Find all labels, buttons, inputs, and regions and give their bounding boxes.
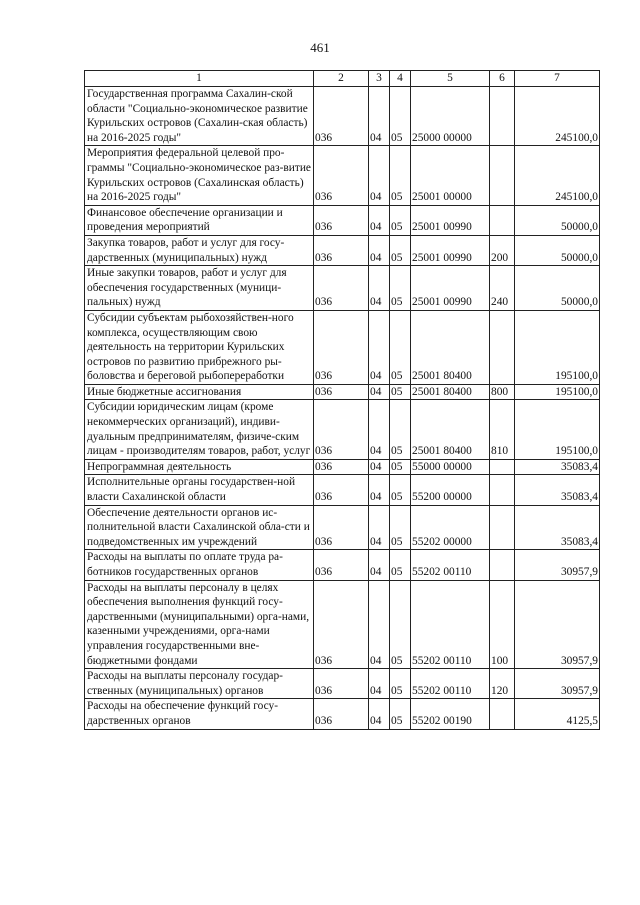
subsection-code-cell: 05 bbox=[390, 146, 411, 205]
item-name-cell: Иные бюджетные ассигнования bbox=[85, 384, 314, 400]
subsection-code-cell: 05 bbox=[390, 699, 411, 729]
ministry-code-cell: 036 bbox=[314, 669, 369, 699]
item-name-cell: Закупка товаров, работ и услуг для госу-дарственных (муниципальных) нужд bbox=[85, 235, 314, 265]
expense-type-code-cell bbox=[490, 699, 515, 729]
amount-cell: 35083,4 bbox=[515, 459, 600, 475]
amount-cell: 195100,0 bbox=[515, 384, 600, 400]
item-name-cell: Расходы на выплаты по оплате труда ра-ботников государственных органов bbox=[85, 550, 314, 580]
expense-type-code-cell: 200 bbox=[490, 235, 515, 265]
subsection-code-cell: 05 bbox=[390, 205, 411, 235]
section-code-cell: 04 bbox=[369, 235, 390, 265]
expense-type-code-cell bbox=[490, 475, 515, 505]
section-code-cell: 04 bbox=[369, 699, 390, 729]
ministry-code-cell: 036 bbox=[314, 384, 369, 400]
target-article-code-cell: 55000 00000 bbox=[411, 459, 490, 475]
section-code-cell: 04 bbox=[369, 205, 390, 235]
target-article-code-cell: 25001 80400 bbox=[411, 384, 490, 400]
subsection-code-cell: 05 bbox=[390, 266, 411, 311]
table-row bbox=[85, 87, 600, 146]
table-row bbox=[85, 550, 600, 580]
page-number: 461 bbox=[310, 40, 330, 55]
amount-cell: 245100,0 bbox=[515, 87, 600, 146]
table-row bbox=[85, 459, 600, 475]
subsection-code-cell: 05 bbox=[390, 87, 411, 146]
section-code-cell: 04 bbox=[369, 266, 390, 311]
target-article-code-cell: 25001 00000 bbox=[411, 146, 490, 205]
ministry-code-cell: 036 bbox=[314, 266, 369, 311]
item-name-cell: Субсидии юридическим лицам (кроме некоммерческих организаций), индиви-дуальным предпринимателям, физиче-ским лицам - производителям товаров, работ, услуг bbox=[85, 400, 314, 459]
target-article-code-cell: 25000 00000 bbox=[411, 87, 490, 146]
target-article-code-cell: 25001 80400 bbox=[411, 400, 490, 459]
column-header: 6 bbox=[490, 71, 515, 87]
section-code-cell: 04 bbox=[369, 475, 390, 505]
ministry-code-cell: 036 bbox=[314, 205, 369, 235]
section-code-cell: 04 bbox=[369, 400, 390, 459]
header-row bbox=[85, 71, 600, 87]
ministry-code-cell: 036 bbox=[314, 400, 369, 459]
subsection-code-cell: 05 bbox=[390, 580, 411, 669]
item-name-cell: Иные закупки товаров, работ и услуг для обеспечения государственных (муници-пальных) нужд bbox=[85, 266, 314, 311]
table-row bbox=[85, 669, 600, 699]
table-row bbox=[85, 475, 600, 505]
table-row bbox=[85, 235, 600, 265]
target-article-code-cell: 55202 00110 bbox=[411, 580, 490, 669]
column-header: 4 bbox=[390, 71, 411, 87]
item-name-cell: Государственная программа Сахалин-ской области "Социально-экономическое развитие Курильских островов (Сахалин-ская область) на 2016-2025 годы" bbox=[85, 87, 314, 146]
expense-type-code-cell bbox=[490, 205, 515, 235]
expense-type-code-cell: 810 bbox=[490, 400, 515, 459]
amount-cell: 4125,5 bbox=[515, 699, 600, 729]
expense-type-code-cell bbox=[490, 87, 515, 146]
table-row bbox=[85, 699, 600, 729]
subsection-code-cell: 05 bbox=[390, 550, 411, 580]
item-name-cell: Субсидии субъектам рыбохозяйствен-ного комплекса, осуществляющим свою деятельность на территории Курильских островов по развитию прибрежного ры-боловства и береговой рыбопереработки bbox=[85, 310, 314, 384]
section-code-cell: 04 bbox=[369, 580, 390, 669]
amount-cell: 30957,9 bbox=[515, 669, 600, 699]
target-article-code-cell: 55202 00190 bbox=[411, 699, 490, 729]
budget-table bbox=[84, 70, 600, 730]
expense-type-code-cell bbox=[490, 146, 515, 205]
item-name-cell: Непрограммная деятельность bbox=[85, 459, 314, 475]
expense-type-code-cell bbox=[490, 310, 515, 384]
column-header: 3 bbox=[369, 71, 390, 87]
expense-type-code-cell: 800 bbox=[490, 384, 515, 400]
item-name-cell: Финансовое обеспечение организации и проведения мероприятий bbox=[85, 205, 314, 235]
amount-cell: 35083,4 bbox=[515, 475, 600, 505]
subsection-code-cell: 05 bbox=[390, 475, 411, 505]
amount-cell: 30957,9 bbox=[515, 580, 600, 669]
amount-cell: 195100,0 bbox=[515, 310, 600, 384]
amount-cell: 245100,0 bbox=[515, 146, 600, 205]
item-name-cell: Расходы на обеспечение функций госу-дарственных органов bbox=[85, 699, 314, 729]
section-code-cell: 04 bbox=[369, 87, 390, 146]
ministry-code-cell: 036 bbox=[314, 505, 369, 550]
ministry-code-cell: 036 bbox=[314, 475, 369, 505]
table-row bbox=[85, 384, 600, 400]
table-row bbox=[85, 505, 600, 550]
expense-type-code-cell: 240 bbox=[490, 266, 515, 311]
amount-cell: 195100,0 bbox=[515, 400, 600, 459]
item-name-cell: Расходы на выплаты персоналу в целях обеспечения выполнения функций госу-дарственными (муниципальными) орга-нами, казенными учреждениями, орга-нами управления государственными вне-бюджетными фондами bbox=[85, 580, 314, 669]
column-header: 5 bbox=[411, 71, 490, 87]
expense-type-code-cell bbox=[490, 459, 515, 475]
ministry-code-cell: 036 bbox=[314, 146, 369, 205]
table-row bbox=[85, 205, 600, 235]
column-header: 2 bbox=[314, 71, 369, 87]
ministry-code-cell: 036 bbox=[314, 699, 369, 729]
item-name-cell: Обеспечение деятельности органов ис-полнительной власти Сахалинской обла-сти и подведомственных им учреждений bbox=[85, 505, 314, 550]
expense-type-code-cell: 100 bbox=[490, 580, 515, 669]
target-article-code-cell: 25001 80400 bbox=[411, 310, 490, 384]
target-article-code-cell: 25001 00990 bbox=[411, 235, 490, 265]
ministry-code-cell: 036 bbox=[314, 310, 369, 384]
section-code-cell: 04 bbox=[369, 146, 390, 205]
expense-type-code-cell: 120 bbox=[490, 669, 515, 699]
ministry-code-cell: 036 bbox=[314, 87, 369, 146]
subsection-code-cell: 05 bbox=[390, 235, 411, 265]
ministry-code-cell: 036 bbox=[314, 459, 369, 475]
section-code-cell: 04 bbox=[369, 384, 390, 400]
section-code-cell: 04 bbox=[369, 505, 390, 550]
table-row bbox=[85, 146, 600, 205]
target-article-code-cell: 25001 00990 bbox=[411, 266, 490, 311]
subsection-code-cell: 05 bbox=[390, 669, 411, 699]
target-article-code-cell: 55202 00110 bbox=[411, 669, 490, 699]
amount-cell: 50000,0 bbox=[515, 235, 600, 265]
item-name-cell: Мероприятия федеральной целевой про-граммы "Социально-экономическое раз-витие Курильских островов (Сахалинская область) на 2016-2025 годы" bbox=[85, 146, 314, 205]
amount-cell: 30957,9 bbox=[515, 550, 600, 580]
ministry-code-cell: 036 bbox=[314, 550, 369, 580]
amount-cell: 35083,4 bbox=[515, 505, 600, 550]
expense-type-code-cell bbox=[490, 505, 515, 550]
subsection-code-cell: 05 bbox=[390, 459, 411, 475]
amount-cell: 50000,0 bbox=[515, 266, 600, 311]
item-name-cell: Исполнительные органы государствен-ной власти Сахалинской области bbox=[85, 475, 314, 505]
column-header: 1 bbox=[85, 71, 314, 87]
subsection-code-cell: 05 bbox=[390, 400, 411, 459]
target-article-code-cell: 55200 00000 bbox=[411, 475, 490, 505]
target-article-code-cell: 55202 00000 bbox=[411, 505, 490, 550]
item-name-cell: Расходы на выплаты персоналу государ-ственных (муниципальных) органов bbox=[85, 669, 314, 699]
table-row bbox=[85, 310, 600, 384]
ministry-code-cell: 036 bbox=[314, 235, 369, 265]
amount-cell: 50000,0 bbox=[515, 205, 600, 235]
subsection-code-cell: 05 bbox=[390, 310, 411, 384]
ministry-code-cell: 036 bbox=[314, 580, 369, 669]
table-row bbox=[85, 400, 600, 459]
expense-type-code-cell bbox=[490, 550, 515, 580]
column-header: 7 bbox=[515, 71, 600, 87]
target-article-code-cell: 55202 00110 bbox=[411, 550, 490, 580]
section-code-cell: 04 bbox=[369, 550, 390, 580]
section-code-cell: 04 bbox=[369, 459, 390, 475]
table-row bbox=[85, 266, 600, 311]
table-row bbox=[85, 580, 600, 669]
subsection-code-cell: 05 bbox=[390, 384, 411, 400]
section-code-cell: 04 bbox=[369, 669, 390, 699]
section-code-cell: 04 bbox=[369, 310, 390, 384]
subsection-code-cell: 05 bbox=[390, 505, 411, 550]
target-article-code-cell: 25001 00990 bbox=[411, 205, 490, 235]
